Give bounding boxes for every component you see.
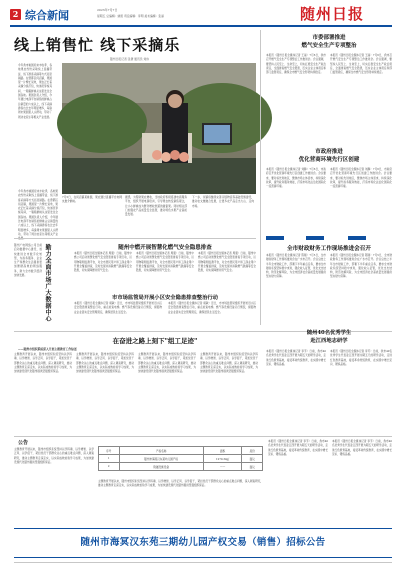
section-label: 综合新闻 [25, 9, 69, 22]
table-cell: 面议 [242, 463, 263, 471]
feature-body-4: 主题教育开展以来，随州市组织系统坚持以学铸魂、以学增智、以学正风、以学促干，紧扣党员干部群众关心的重点难点问题，深入调查研究，推动主题教育走深走实，以实际成效检验学习成果，为加快建设现代化随州提供坚强组织保证。 [200, 353, 258, 374]
mid-body-2: 本报讯（随州日报全媒体记者 周强）日前，随州中燃公司启动智慧化燃气安全隐患排查专项行动，运用物联网监测平台，对全市居民用户和工商业用户开展全覆盖排查，及时发现并消除燃气泄漏等安全隐患，切实保障群众用气安全。 [136, 252, 194, 273]
right-low-body-1: 本报讯（随州日报全媒体记者 陈刚）7月5日，全市财政财务工作现场推进会在广水市召开。会议总结上半年全市财政工作，部署下半年重点任务，要求全市财政系统坚持稳中求进，强化收入征管，优化支出结构，防范化解风险，为全市经济社会高质量发展提供坚实财力保障。 [266, 254, 326, 279]
editors-line: 星期五 总编辑：姚毅 责任编辑：李明 美术编辑：张丽 [97, 14, 164, 18]
photo-illustration [62, 63, 256, 194]
vertical-headline: 勤力全面市场广大数据中心 [44, 244, 51, 322]
table-cell: —— [203, 463, 242, 471]
notice-body-right-2: 本报讯（随州日报全媒体记者 李芳）日前，我市40名优秀学生代表赴江西开展为期五天的研学活动，走进红色教育基地，接受革命传统教育，在实践中增长见识、锤炼品格。 [332, 440, 392, 456]
table-row [99, 463, 263, 471]
feature-body-3: 主题教育开展以来，随州市组织系统坚持以学铸魂、以学增智、以学正风、以学促干，紧扣党员干部群众关心的重点难点问题，深入调查研究，推动主题教育走深走实，以实际成效检验学习成果，为加快建设现代化随州提供坚强组织保证。 [138, 353, 196, 374]
feature-body-2: 主题教育开展以来，随州市组织系统坚持以学铸魂、以学增智、以学正风、以学促干，紧扣党员干部群众关心的重点难点问题，深入调查研究，推动主题教育走深走实，以实际成效检验学习成果，为加快建设现代化随州提供坚强组织保证。 [76, 353, 134, 374]
tag-row [266, 236, 392, 242]
tag-1 [266, 236, 284, 240]
masthead: 随州日报 [300, 5, 365, 23]
table-cell: 附属设施设备 [119, 463, 203, 471]
footer-rule [14, 562, 392, 563]
mid-headline: 随州中燃开展智慧化燃气安全隐患排查 [118, 245, 212, 251]
table-cell: 随州市海冥汉东某幼儿园产权 [119, 455, 203, 463]
mid-headline-2: 市市场监管局开展小区安全隐患排查整治行动 [112, 295, 218, 301]
vertical-body: 随州广电网络公司日前启动数据中心建设，加快推进全市数字化转型，为政务服务、企业生产和群众生活提供更加便捷高效的网络服务，助力全市数字经济加快发展。 [14, 244, 42, 278]
lead-body-left: 今年我市桃园迎来丰收季，各地果农纷纷采取线上直播带货、线下游客采摘等方式拓宽销路。在曾都区何店镇，果园里一片繁忙景象，果农正忙着采摘分拣打包，快递员穿梭其间，一箱箱鲜桃从这里发往全国各地。果园负责人介绍，今年通过电商平台销售的鲜桃占总销量的六成以上，线下采摘游客也比去年明显增多，每逢周末果园里人头攒动，带动了周边农家乐等相关产业发展。 [18, 64, 52, 119]
notice-table-header-row [99, 447, 263, 455]
notice-table [98, 446, 263, 471]
table-header-cell: 产权名称 [119, 447, 203, 455]
right-low-headline: 全市财政财务工作现场推进会召开 [287, 246, 371, 252]
lead-headline: 线上销售忙 线下采摘乐 [14, 36, 181, 54]
page-number-badge: 2 [10, 9, 21, 20]
lead-bottom-rule [14, 238, 256, 239]
lead-body-tail: 下一步，该镇将继续完善冷链物流等基础设施建设，推动农文旅融合发展，让更多农产品走出大山、走向市场。 [192, 196, 254, 208]
tender-banner [14, 528, 392, 558]
lead-photo [62, 63, 256, 194]
table-cell: 1 [99, 455, 120, 463]
right-mid-body-2: 本报讯（随州日报全媒体记者 刘静）7月6日，市政府召开优化营商环境先行区创建工作推进会。会议要求，要对标先进地区，聚焦市场主体需求，持续深化改革，提升政务服务效能，打造市场化法治化国际化一流营商环境。 [330, 168, 392, 189]
right-top-body-1: 本报讯（随州日报全媒体记者 王丽）7月6日，我市召开燃气安全生产专项整治工作推进会。会议强调，要坚持人民至上、生命至上，切实扛稳安全生产政治责任，全面排查燃气安全隐患，压实企业主体责任和部门监管责任，确保全市燃气安全形势持续稳定。 [266, 54, 326, 75]
notice-top-rule [14, 436, 392, 437]
column-divider [260, 30, 261, 325]
lead-body-left-2: 今年我市桃园迎来丰收季，各地果农纷纷采取线上直播带货、线下游客采摘等方式拓宽销路。在曾都区何店镇，果园里一片繁忙景象，果农正忙着采摘分拣打包，快递员穿梭其间，一箱箱鲜桃从这里发往全国各地。果园负责人介绍，今年通过电商平台销售的鲜桃占总销量的六成以上，线下采摘游客也比去年明显增多，每逢周末果园里人头攒动，带动了周边农家乐等相关产业发展。 [18, 190, 58, 241]
table-header-cell: 序号 [99, 447, 120, 455]
students-headline: 随州40名优秀学生 赴江西地志研学 [306, 330, 352, 344]
table-row [99, 455, 263, 463]
right-low-body-2: 本报讯（随州日报全媒体记者 陈刚）7月5日，全市财政财务工作现场推进会在广水市召开。会议总结上半年全市财政工作，部署下半年重点任务，要求全市财政系统坚持稳中求进，强化收入征管，优化支出结构，防范化解风险，为全市经济社会高质量发展提供坚实财力保障。 [330, 254, 392, 279]
students-body-1: 本报讯（随州日报全媒体记者 李芳）日前，我市40名优秀学生代表赴江西开展为期五天的研学活动，走进红色教育基地，接受革命传统教育，在实践中增长见识、锤炼品格。 [266, 350, 326, 366]
mid2-body-2: 本报讯（随州日报全媒体记者 胡敏）近日，市市场监管局组织开展老旧小区安全隐患排查整治行动，重点检查电梯、燃气等设施设备运行情况，督促物业企业落实安全管理责任，确保居民生活安全。 [168, 302, 256, 314]
table-cell: 2 [99, 463, 120, 471]
right-top-headline: 市委部署推进 燃气安全生产专项整治 [301, 35, 357, 49]
mid-body-1: 本报讯（随州日报全媒体记者 周强）日前，随州中燃公司启动智慧化燃气安全隐患排查专项行动，运用物联网监测平台，对全市居民用户和工商业用户开展全覆盖排查，及时发现并消除燃气泄漏等安全隐患，切实保障群众用气安全。 [74, 252, 132, 273]
mid-body-3: 本报讯（随州日报全媒体记者 周强）日前，随州中燃公司启动智慧化燃气安全隐患排查专项行动，运用物联网监测平台，对全市居民用户和工商业用户开展全覆盖排查，及时发现并消除燃气泄漏等安全隐患，切实保障群众用气安全。 [198, 252, 256, 273]
feature-headline: 在奋进之路上刻下"组工足迹" [112, 337, 198, 345]
lead-photo-caption: 7月5日，在何店镇某桃园，果农通过直播平台向网友推介鲜桃。 [62, 196, 122, 204]
lead-body-mid: 据悉，为帮助果农增收，当地政府积极搭建电商服务平台，组织开展电商培训，引导果农转变销售观念，让小小鲜桃成为群众增收致富的甜蜜果。同时相关部门加强农产品质量安全监管，推动特色水果产业高质量发展。 [125, 196, 187, 217]
table-cell: 面议 [242, 455, 263, 463]
students-body-2: 本报讯（随州日报全媒体记者 李芳）日前，我市40名优秀学生代表赴江西开展为期五天的研学活动，走进红色教育基地，接受革命传统教育，在实践中增长见识、锤炼品格。 [330, 350, 392, 366]
feature-body-1: 主题教育开展以来，随州市组织系统坚持以学铸魂、以学增智、以学正风、以学促干，紧扣党员干部群众关心的重点难点问题，深入调查研究，推动主题教育走深走实，以实际成效检验学习成果，为加快建设现代化随州提供坚强组织保证。 [14, 353, 72, 374]
notice-body-right-1: 本报讯（随州日报全媒体记者 李芳）日前，我市40名优秀学生代表赴江西开展为期五天的研学活动，走进红色教育基地，接受革命传统教育，在实践中增长见识、锤炼品格。 [268, 440, 328, 456]
notice-body-mid: 主题教育开展以来，随州市组织系统坚持以学铸魂、以学增智、以学正风、以学促干，紧扣党员干部群众关心的重点难点问题，深入调查研究，推动主题教育走深走实，以实际成效检验学习成果，为加快建设现代化随州提供坚强组织保证。 [98, 480, 263, 488]
tag-3 [348, 236, 366, 240]
table-cell: 1270.34㎡ [203, 455, 242, 463]
mid2-body-1: 本报讯（随州日报全媒体记者 胡敏）近日，市市场监管局组织开展老旧小区安全隐患排查整治行动，重点检查电梯、燃气等设施设备运行情况，督促物业企业落实安全管理责任，确保居民生活安全。 [74, 302, 162, 314]
table-header-cell: 面积 [203, 447, 242, 455]
lead-byline: 随州日报记者 张捷 通讯员 刘伟 [110, 57, 150, 61]
right-mid-body-1: 本报讯（随州日报全媒体记者 刘静）7月6日，市政府召开优化营商环境先行区创建工作推进会。会议要求，要对标先进地区，聚焦市场主体需求，持续深化改革，提升政务服务效能，打造市场化法治化国际化一流营商环境。 [266, 168, 326, 189]
notice-title: 公告 [18, 440, 29, 446]
right-top-body-2: 本报讯（随州日报全媒体记者 王丽）7月6日，我市召开燃气安全生产专项整治工作推进会。会议强调，要坚持人民至上、生命至上，切实扛稳安全生产政治责任，全面排查燃气安全隐患，压实企业主体责任和部门监管责任，确保全市燃气安全形势持续稳定。 [330, 54, 392, 75]
vertical-block [14, 242, 70, 330]
table-header-cell: 底价 [242, 447, 263, 455]
header [0, 0, 402, 25]
date-line: 2023年7月7日 [97, 8, 118, 12]
header-rule [10, 25, 392, 27]
feature-intro: ——随州市组织系统深入开展主题教育工作综述 [18, 347, 77, 351]
tender-banner-text: 随州市海冥汉东苑三期幼儿园产权交易（销售）招标公告 [80, 537, 326, 548]
tag-2 [306, 236, 324, 240]
right-mid-headline: 市政府推进 优化营商环境先行区创建 [298, 149, 360, 163]
notice-body-left: 主题教育开展以来，随州市组织系统坚持以学铸魂、以学增智、以学正风、以学促干，紧扣党员干部群众关心的重点难点问题，深入调查研究，推动主题教育走深走实，以实际成效检验学习成果，为加快建设现代化随州提供坚强组织保证。 [14, 448, 94, 464]
